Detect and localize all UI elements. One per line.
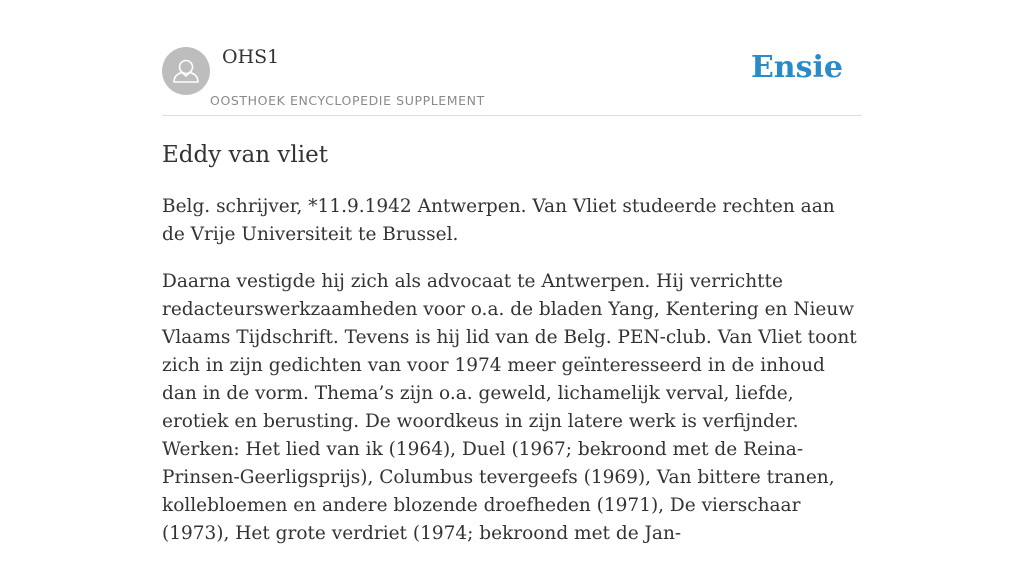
- header: [162, 0, 862, 116]
- article-paragraph-2: Daarna vestigde hij zich als advocaat te Antwerpen. Hij verrichtte redacteurswerkzaamheden voor o.a. de bladen Yang, Kentering en Nieuw Vlaams Tijdschrift. Tevens is hij lid van de Belg. PEN-club. Van Vliet toont zich in zijn gedichten van voor 1974 meer geïnteresseerd in de inhoud dan in de vorm. Thema’s zijn o.a. geweld, lichamelijk verval, liefde, erotiek en berusting. De woordkeus in zijn latere werk is verfijnder. Werken: Het lied van ik (1964), Duel (1967; bekroond met de Reina-Prinsen-Geerligsprijs), Columbus tevergeefs (1969), Van bittere tranen, kollebloemen en andere blozende droefheden (1971), De vierschaar (1973), Het grote verdriet (1974; bekroond met de Jan-: [162, 271, 857, 544]
- article-title: Eddy van vliet: [162, 142, 328, 168]
- article: [162, 136, 862, 567]
- user-silhouette-icon: [162, 47, 210, 95]
- avatar[interactable]: [162, 47, 210, 95]
- source-label[interactable]: OOSTHOEK ENCYCLOPEDIE SUPPLEMENT: [210, 93, 485, 108]
- article-paragraph-1: Belg. schrijver, *11.9.1942 Antwerpen. Van Vliet studeerde rechten aan de Vrije Universiteit te Brussel.: [162, 196, 835, 245]
- author-name[interactable]: OHS1: [222, 46, 280, 68]
- ensie-logo[interactable]: Ensie: [750, 50, 843, 85]
